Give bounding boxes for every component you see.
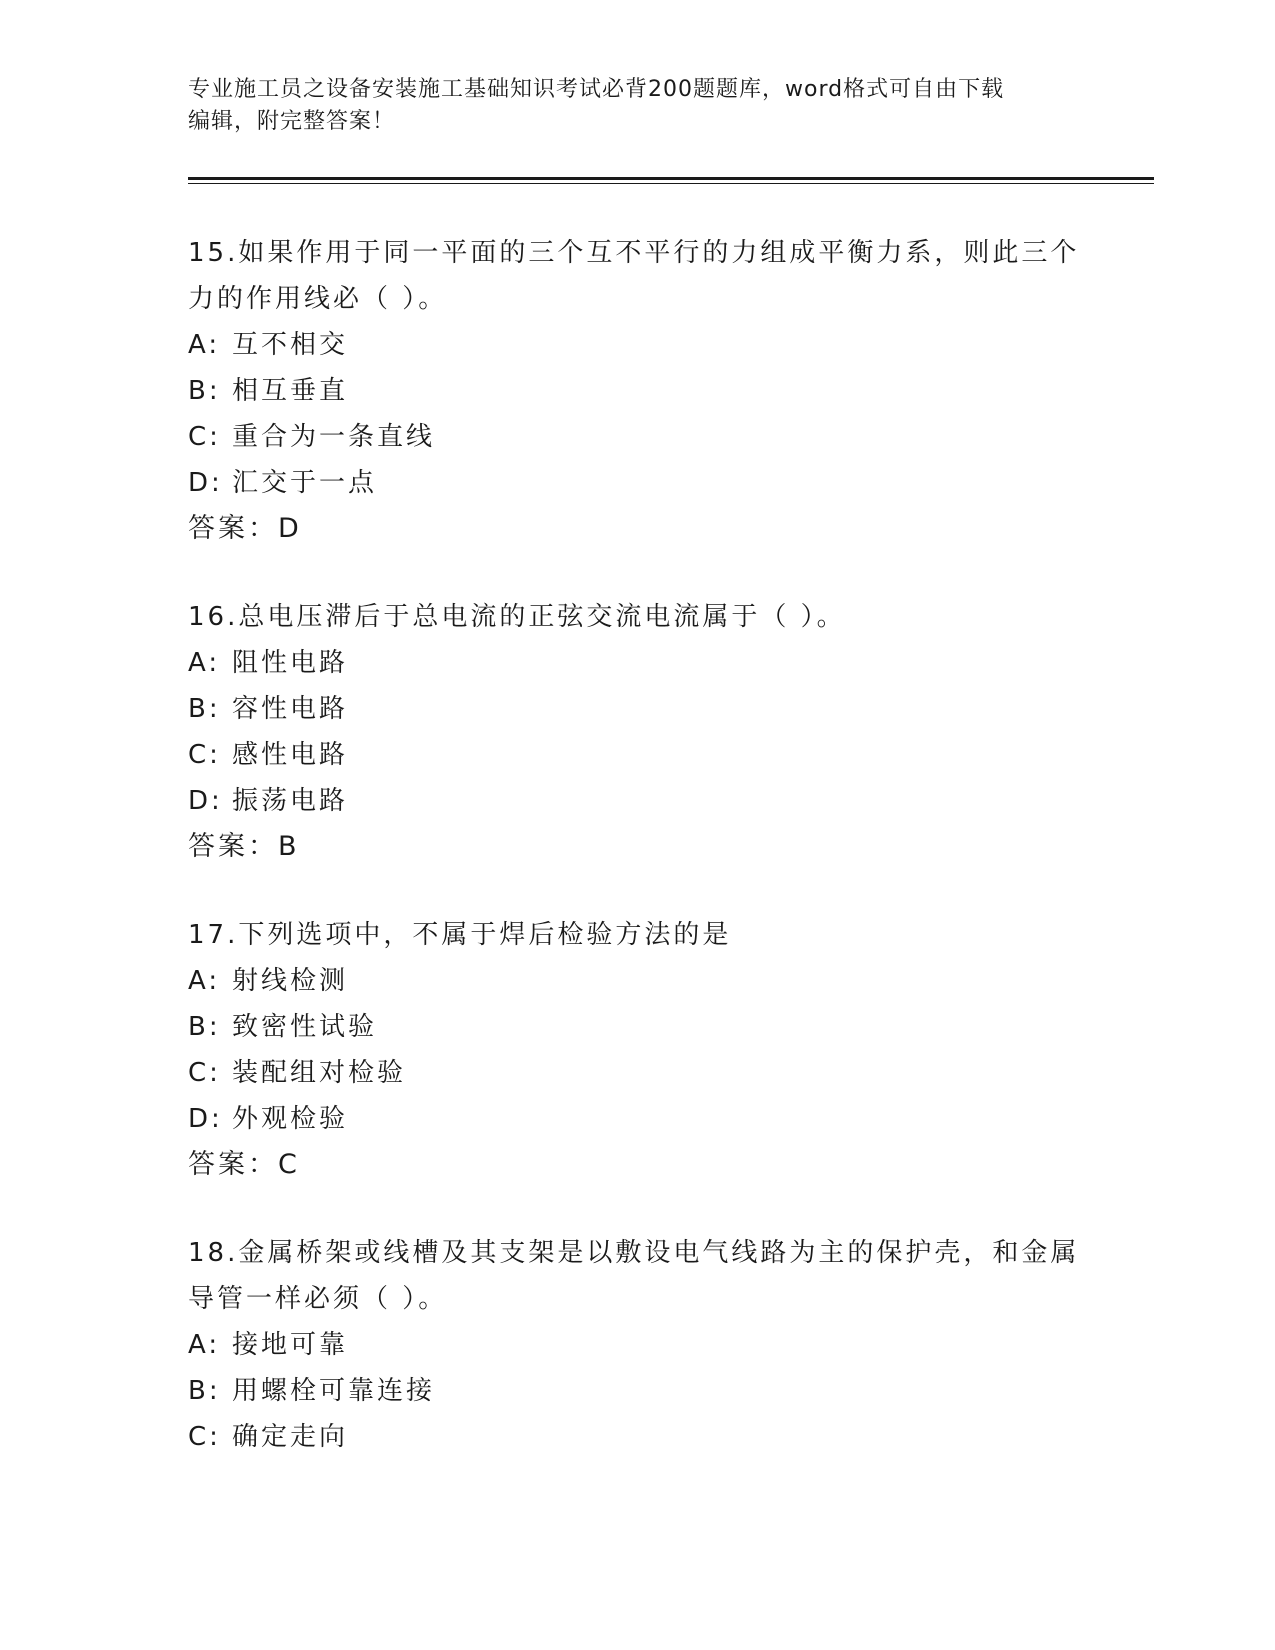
option-a (188, 1322, 1088, 1368)
option-letter: C: (188, 1058, 221, 1088)
option-a (188, 640, 1088, 686)
option-text: 确定走向 (232, 1422, 349, 1452)
option-text: 接地可靠 (232, 1330, 349, 1360)
answer-line: 答案：B (188, 831, 300, 862)
option-text: 外观检验 (232, 1104, 349, 1134)
option-b (188, 686, 1088, 732)
option-letter: D: (188, 786, 223, 816)
document-header (188, 74, 1088, 138)
header-divider-thick (188, 177, 1154, 180)
question-text-line: 导管一样必须（ ）。 (188, 1284, 448, 1314)
option-letter: B: (188, 376, 221, 406)
option-letter: A: (188, 966, 221, 996)
option-c (188, 1414, 1088, 1460)
option-letter: B: (188, 694, 221, 724)
question-text-line: 15.如果作用于同一平面的三个互不平行的力组成平衡力系，则此三个 (188, 238, 1080, 268)
option-a (188, 958, 1088, 1004)
answer-line: 答案：D (188, 513, 302, 544)
option-b (188, 1004, 1088, 1050)
option-letter: A: (188, 330, 221, 360)
option-text: 射线检测 (232, 966, 349, 996)
answer-line: 答案：C (188, 1149, 300, 1180)
option-b (188, 368, 1088, 414)
option-text: 致密性试验 (232, 1012, 378, 1042)
question-17 (188, 912, 1088, 1188)
option-text: 阻性电路 (232, 648, 349, 678)
header-line-1: 专业施工员之设备安装施工基础知识考试必背200题题库，word格式可自由下载 (188, 77, 1005, 102)
question-text-line: 16.总电压滞后于总电流的正弦交流电流属于（ ）。 (188, 602, 846, 632)
option-c (188, 414, 1088, 460)
option-b (188, 1368, 1088, 1414)
option-text: 汇交于一点 (232, 468, 378, 498)
option-text: 装配组对检验 (232, 1058, 407, 1088)
option-letter: B: (188, 1012, 221, 1042)
option-letter: C: (188, 740, 221, 770)
option-a (188, 322, 1088, 368)
question-text-line: 17.下列选项中，不属于焊后检验方法的是 (188, 920, 732, 950)
option-letter: A: (188, 648, 221, 678)
header-line-2: 编辑，附完整答案！ (188, 109, 396, 134)
option-d (188, 1096, 1088, 1142)
question-16 (188, 594, 1088, 870)
option-text: 振荡电路 (232, 786, 349, 816)
option-d (188, 778, 1088, 824)
option-text: 相互垂直 (232, 376, 349, 406)
option-text: 感性电路 (232, 740, 349, 770)
option-text: 容性电路 (232, 694, 349, 724)
option-text: 互不相交 (232, 330, 349, 360)
option-letter: D: (188, 468, 223, 498)
option-c (188, 732, 1088, 778)
option-text: 重合为一条直线 (232, 422, 436, 452)
option-letter: A: (188, 1330, 221, 1360)
question-text-line: 力的作用线必（ ）。 (188, 284, 448, 314)
option-d (188, 460, 1088, 506)
question-text-line: 18.金属桥架或线槽及其支架是以敷设电气线路为主的保护壳，和金属 (188, 1238, 1080, 1268)
option-text: 用螺栓可靠连接 (232, 1376, 436, 1406)
option-c (188, 1050, 1088, 1096)
option-letter: C: (188, 422, 221, 452)
option-letter: B: (188, 1376, 221, 1406)
option-letter: C: (188, 1422, 221, 1452)
question-15 (188, 230, 1088, 552)
option-letter: D: (188, 1104, 223, 1134)
question-18 (188, 1230, 1088, 1460)
header-divider-thin (188, 183, 1154, 184)
